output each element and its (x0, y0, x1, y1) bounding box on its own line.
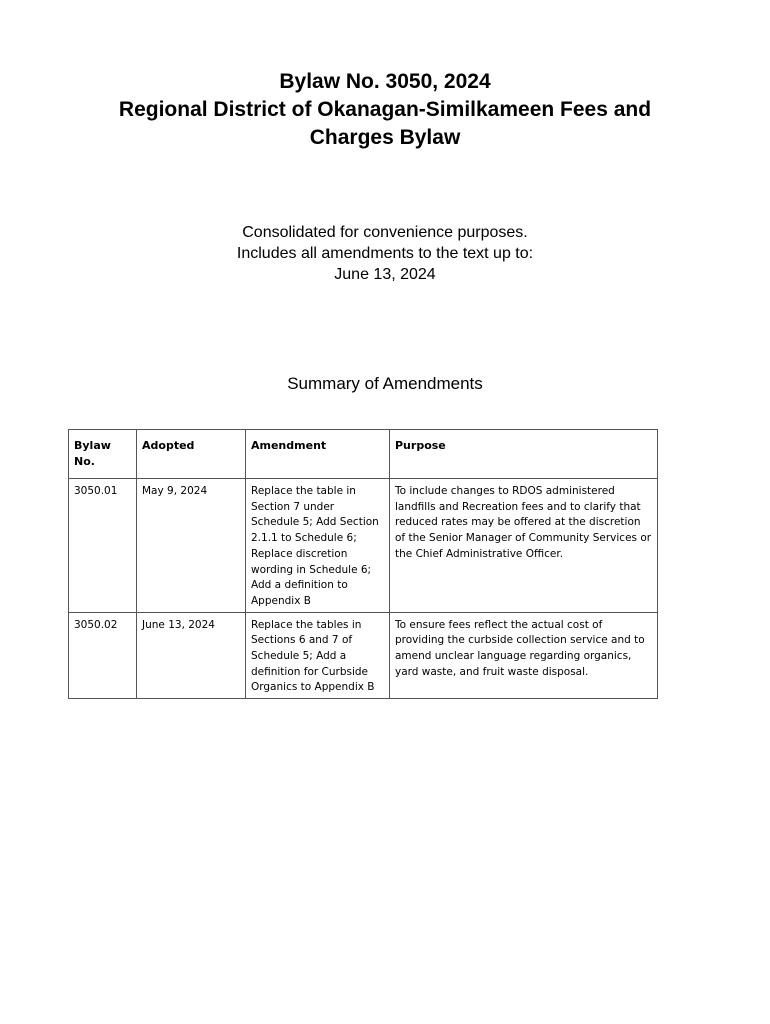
consolidation-notice (0, 222, 770, 285)
header-amendment: Amendment (246, 430, 390, 479)
consolidation-line-purpose: Consolidated for convenience purposes. (242, 224, 528, 241)
header-purpose: Purpose (390, 430, 658, 479)
consolidation-line-includes: Includes all amendments to the text up to: (236, 245, 534, 262)
amendments-table (68, 429, 658, 699)
title-line-bylaw-name: Charges Bylaw (309, 126, 461, 149)
cell-purpose: To include changes to RDOS administered landfills and Recreation fees and to clarify that reduced rates may be offered at the discretion of the Senior Manager of Community Services or the Chief Administrative Officer. (390, 479, 658, 613)
cell-amendment: Replace the table in Section 7 under Schedule 5; Add Section 2.1.1 to Schedule 6; Replace discretion wording in Schedule 6; Add a definition to Appendix B (246, 479, 390, 613)
title-line-district-name: Regional District of Okanagan-Similkameen Fees and (118, 98, 652, 121)
cell-adopted: May 9, 2024 (137, 479, 246, 613)
header-adopted: Adopted (137, 430, 246, 479)
table-header-row (69, 430, 658, 479)
table-row (69, 612, 658, 699)
cell-bylaw-no: 3050.02 (69, 612, 137, 699)
header-bylaw-no: Bylaw No. (69, 430, 137, 479)
cell-bylaw-no: 3050.01 (69, 479, 137, 613)
cell-amendment: Replace the tables in Sections 6 and 7 of Schedule 5; Add a definition for Curbside Organics to Appendix B (246, 612, 390, 699)
consolidation-line-date: June 13, 2024 (334, 266, 436, 283)
document-title (0, 68, 770, 152)
cell-purpose: To ensure fees reflect the actual cost of providing the curbside collection service and to amend unclear language regarding organics, yard waste, and fruit waste disposal. (390, 612, 658, 699)
summary-heading: Summary of Amendments (287, 374, 483, 393)
cell-adopted: June 13, 2024 (137, 612, 246, 699)
table-row (69, 479, 658, 613)
title-line-bylaw-number: Bylaw No. 3050, 2024 (279, 70, 491, 93)
